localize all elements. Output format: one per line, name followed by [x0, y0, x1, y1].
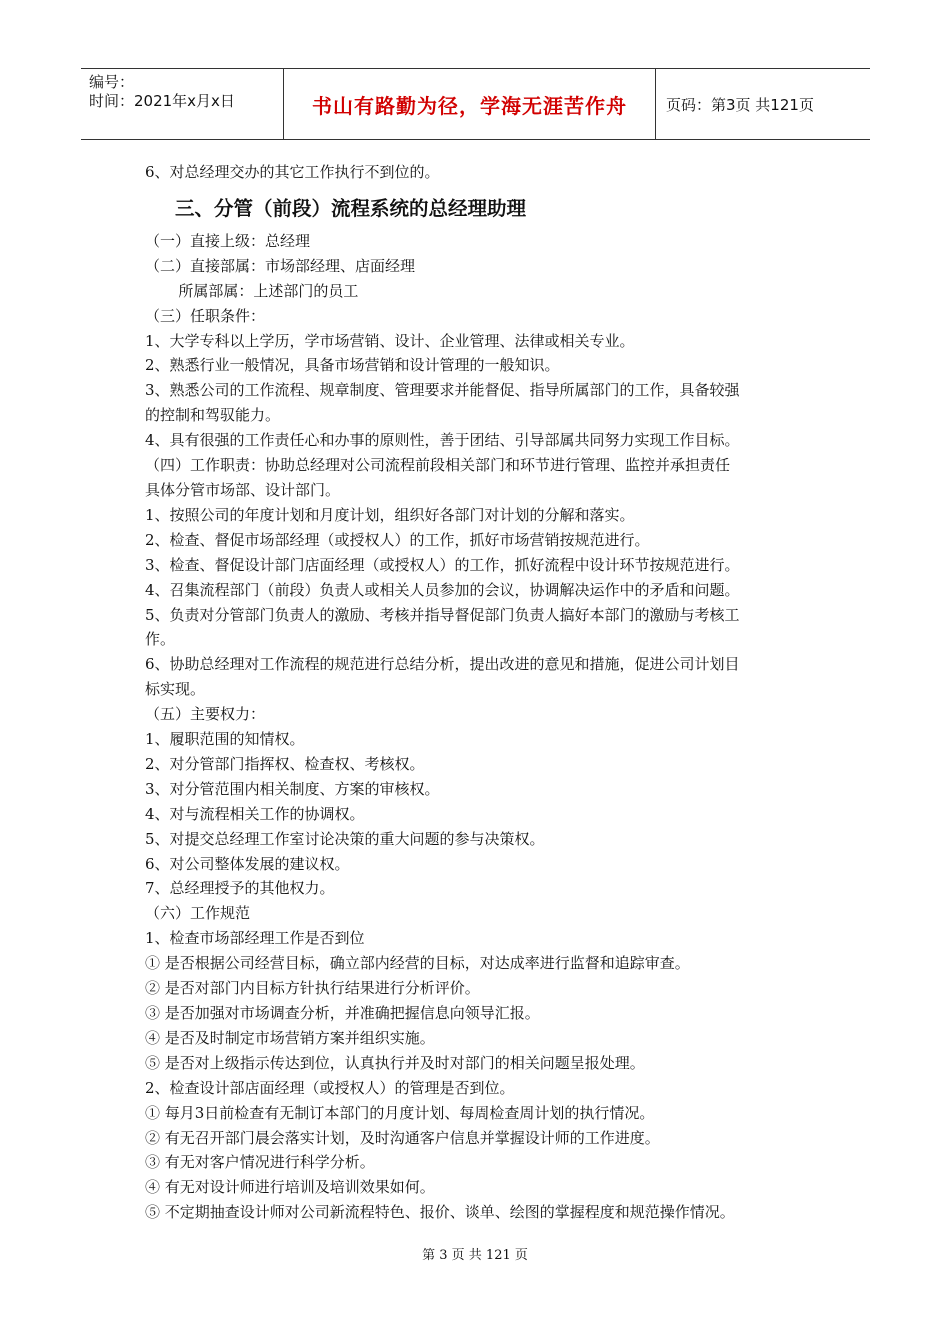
page-footer: 第 3 页 共 121 页 [422, 1248, 528, 1263]
body-line: ④ 是否及时制定市场营销方案并组织实施。 [145, 1028, 435, 1047]
body-line: 1、履职范围的知情权。 [145, 730, 305, 749]
page-info: 页码：第3页 共121页 [666, 95, 814, 114]
body-line: 的控制和驾驭能力。 [145, 406, 281, 425]
body-line: ① 是否根据公司经营目标，确立部内经营的目标，对达成率进行监督和追踪审查。 [145, 954, 690, 973]
date-label: 时间：2021年x月x日 [89, 92, 235, 110]
body-line: 所属部属：上述部门的员工 [145, 281, 359, 300]
body-line: ④ 有无对设计师进行培训及培训效果如何。 [145, 1178, 435, 1197]
body-line: 7、总经理授予的其他权力。 [145, 879, 335, 898]
body-line: ② 是否对部门内目标方针执行结果进行分析评价。 [145, 979, 480, 998]
body-line: 5、负责对分管部门负责人的激励、考核并指导督促部门负责人搞好本部门的激励与考核工 [145, 605, 740, 624]
document-body [145, 160, 815, 1225]
body-line: 3、熟悉公司的工作流程、规章制度、管理要求并能督促、指导所属部门的工作，具备较强 [145, 381, 740, 400]
body-line: 4、具有很强的工作责任心和办事的原则性，善于团结、引导部属共同努力实现工作目标。 [145, 431, 740, 450]
body-line: 6、协助总经理对工作流程的规范进行总结分析，提出改进的意见和措施，促进公司计划目 [145, 655, 740, 674]
header-page-cell [656, 69, 870, 139]
body-line: ⑤ 是否对上级指示传达到位，认真执行并及时对部门的相关问题呈报处理。 [145, 1053, 645, 1072]
body-line: ① 每月3日前检查有无制订本部门的月度计划、每周检查周计划的执行情况。 [145, 1103, 655, 1122]
body-line: 6、对公司整体发展的建议权。 [145, 854, 350, 873]
body-line: 1、按照公司的年度计划和月度计划，组织好各部门对计划的分解和落实。 [145, 505, 635, 524]
body-line: ③ 是否加强对市场调查分析，并准确把握信息向领导汇报。 [145, 1004, 540, 1022]
body-line: （三）任职条件： [145, 306, 266, 325]
body-line: 2、检查设计部店面经理（或授权人）的管理是否到位。 [145, 1078, 515, 1097]
body-line: 2、对分管部门指挥权、检查权、考核权。 [145, 754, 425, 773]
header-motto-cell [284, 69, 656, 139]
body-line: ③ 有无对客户情况进行科学分析。 [145, 1153, 375, 1172]
body-line: （五）主要权力： [145, 705, 266, 724]
body-line: 6、对总经理交办的其它工作执行不到位的。 [145, 163, 440, 181]
body-line: 标实现。 [145, 680, 206, 699]
section-heading: 三、分管（前段）流程系统的总经理助理 [175, 196, 527, 220]
body-line: 作。 [145, 630, 176, 649]
body-line: ⑤ 不定期抽查设计师对公司新流程特色、报价、谈单、绘图的掌握程度和规范操作情况。 [145, 1203, 735, 1222]
body-line: 3、对分管范围内相关制度、方案的审核权。 [145, 779, 440, 798]
body-line: （四）工作职责：协助总经理对公司流程前段相关部门和环节进行管理、监控并承担责任 [145, 456, 731, 475]
number-label: 编号： [89, 73, 135, 91]
motto-text: 书山有路勤为径，学海无涯苦作舟 [312, 93, 627, 118]
body-line: 5、对提交总经理工作室讨论决策的重大问题的参与决策权。 [145, 829, 545, 848]
body-line: 4、对与流程相关工作的协调权。 [145, 804, 365, 823]
body-line: （六）工作规范 [145, 904, 251, 923]
body-line: ② 有无召开部门晨会落实计划，及时沟通客户信息并掌握设计师的工作进度。 [145, 1128, 660, 1147]
body-line: 4、召集流程部门（前段）负责人或相关人员参加的会议，协调解决运作中的矛盾和问题。 [145, 580, 740, 599]
body-line: 1、检查市场部经理工作是否到位 [145, 929, 365, 948]
body-line: （二）直接部属：市场部经理、店面经理 [145, 256, 416, 275]
body-line: 具体分管市场部、设计部门。 [145, 480, 341, 499]
body-line: 2、检查、督促市场部经理（或授权人）的工作，抓好市场营销按规范进行。 [145, 530, 650, 549]
body-line: 2、熟悉行业一般情况，具备市场营销和设计管理的一般知识。 [145, 356, 560, 375]
body-line: 3、检查、督促设计部门店面经理（或授权人）的工作，抓好流程中设计环节按规范进行。 [145, 555, 740, 574]
document-header [81, 68, 870, 140]
body-line: 1、大学专科以上学历，学市场营销、设计、企业管理、法律或相关专业。 [145, 331, 635, 350]
body-line: （一）直接上级：总经理 [145, 231, 311, 250]
header-left-cell [81, 69, 284, 139]
